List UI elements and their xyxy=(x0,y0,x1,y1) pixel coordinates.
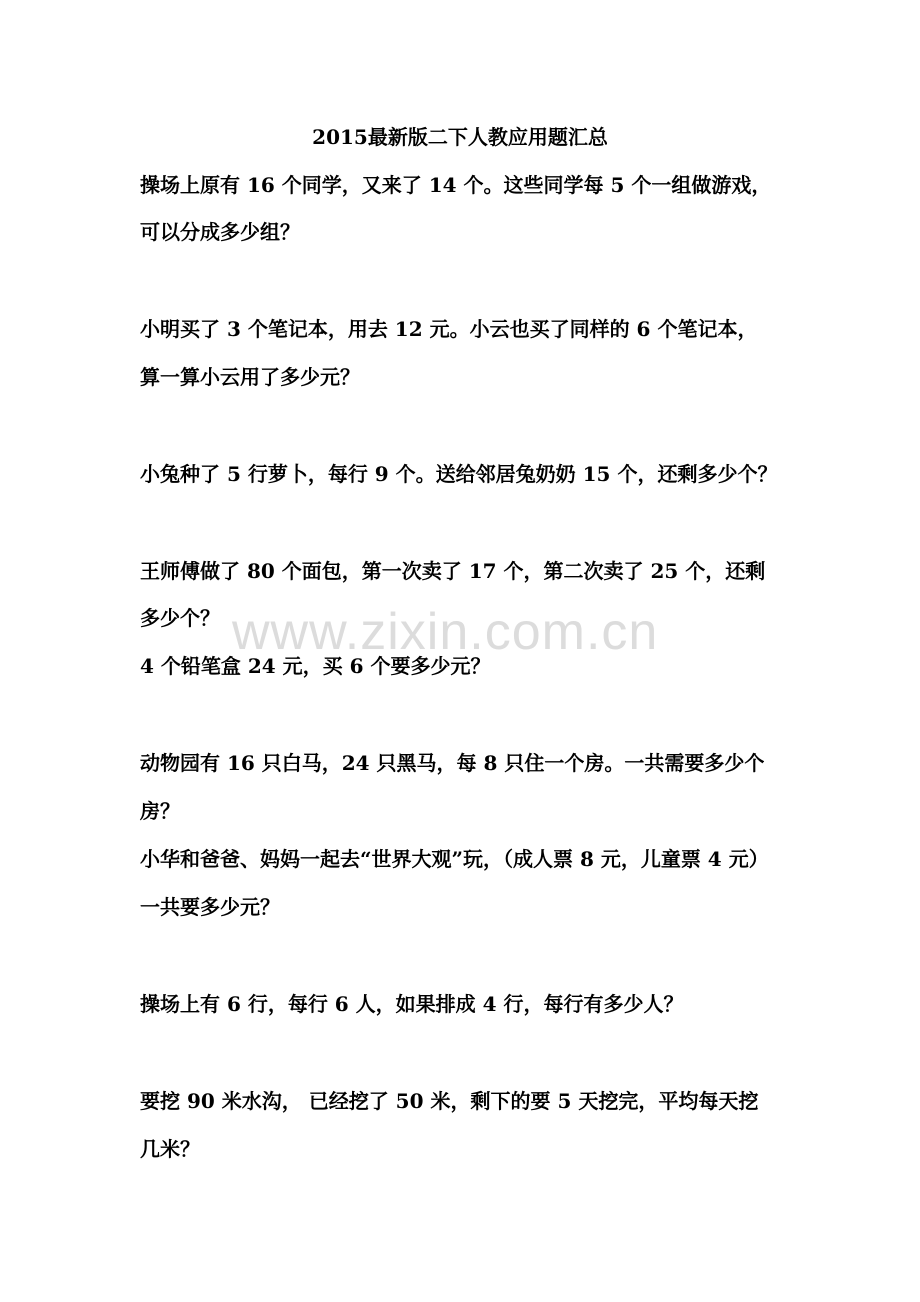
document-title: 2015最新版二下人教应用题汇总 xyxy=(312,125,608,149)
problem-5-line-1: 4 个铅笔盒 24 元，买 6 个要多少元？ xyxy=(140,654,491,678)
problem-2-line-1: 小明买了 3 个笔记本，用去 12 元。小云也买了同样的 6 个笔记本， xyxy=(140,317,758,341)
problem-6-line-2: 房？ xyxy=(140,799,180,823)
problem-7-line-1: 小华和爸爸、妈妈一起去“世界大观”玩，（成人票 8 元，儿童票 4 元） xyxy=(140,847,769,871)
problem-1-line-2: 可以分成多少组？ xyxy=(140,220,300,244)
problem-2-line-2: 算一算小云用了多少元？ xyxy=(140,365,360,389)
problem-1-line-1: 操场上原有 16 个同学，又来了 14 个。这些同学每 5 个一组做游戏， xyxy=(140,173,772,197)
watermark: www.zixin.com.cn xyxy=(232,603,659,661)
problem-4-line-2: 多少个？ xyxy=(140,606,220,630)
problem-9-line-2: 几米？ xyxy=(140,1137,200,1161)
problem-4-line-1: 王师傅做了 80 个面包，第一次卖了 17 个，第二次卖了 25 个，还剩 xyxy=(140,559,766,583)
problem-6-line-1: 动物园有 16 只白马，24 只黑马，每 8 只住一个房。一共需要多少个 xyxy=(140,751,765,775)
problem-7-line-2: 一共要多少元？ xyxy=(140,895,280,919)
problem-8-line-1: 操场上有 6 行，每行 6 人，如果排成 4 行，每行有多少人？ xyxy=(140,992,684,1016)
problem-9-line-1: 要挖 90 米水沟， 已经挖了 50 米，剩下的要 5 天挖完，平均每天挖 xyxy=(140,1089,759,1113)
problem-3-line-1: 小兔种了 5 行萝卜，每行 9 个。送给邻居兔奶奶 15 个，还剩多少个？ xyxy=(140,462,778,486)
